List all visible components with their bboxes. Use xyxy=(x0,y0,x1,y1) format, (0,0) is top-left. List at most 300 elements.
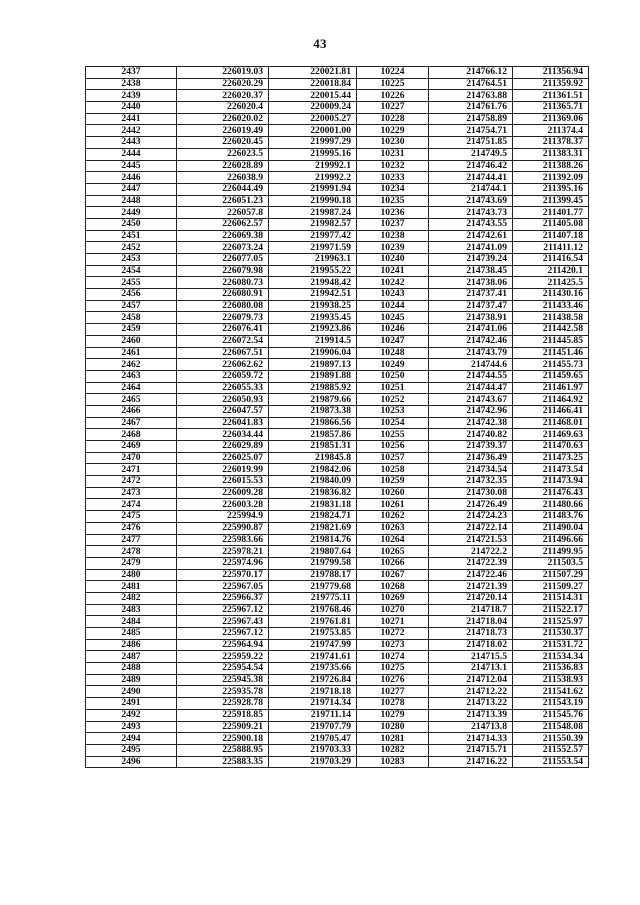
table-cell-point-number-left: 2470 xyxy=(86,452,177,464)
table-cell-point-number-right: 10278 xyxy=(357,698,429,710)
table-cell-coordinate-y-right: 211399.45 xyxy=(513,195,589,207)
table-cell-coordinate-y-right: 211407.18 xyxy=(513,230,589,242)
table-cell-coordinate-x-left: 226003.28 xyxy=(177,499,269,511)
table-cell-coordinate-y-right: 211473.54 xyxy=(513,464,589,476)
table-cell-coordinate-y-right: 211522.17 xyxy=(513,604,589,616)
table-cell-point-number-right: 10245 xyxy=(357,312,429,324)
table-cell-point-number-left: 2437 xyxy=(86,67,177,79)
table-cell-coordinate-y-left: 219840.09 xyxy=(269,476,357,488)
table-cell-coordinate-y-left: 219707.79 xyxy=(269,721,357,733)
table-row xyxy=(86,698,589,710)
table-cell-coordinate-y-left: 219761.81 xyxy=(269,616,357,628)
table-row xyxy=(86,733,589,745)
table-cell-coordinate-y-left: 219703.29 xyxy=(269,756,357,768)
table-row xyxy=(86,487,589,499)
table-row xyxy=(86,546,589,558)
table-cell-coordinate-x-left: 226080.91 xyxy=(177,289,269,301)
table-cell-point-number-left: 2468 xyxy=(86,429,177,441)
table-cell-coordinate-y-right: 211388.26 xyxy=(513,160,589,172)
table-cell-coordinate-y-right: 211442.58 xyxy=(513,324,589,336)
table-cell-coordinate-y-left: 219955.22 xyxy=(269,265,357,277)
table-cell-point-number-right: 10281 xyxy=(357,733,429,745)
table-cell-coordinate-x-right: 214738.91 xyxy=(429,312,513,324)
table-cell-coordinate-y-right: 211473.25 xyxy=(513,452,589,464)
table-cell-point-number-left: 2459 xyxy=(86,324,177,336)
table-cell-point-number-right: 10263 xyxy=(357,522,429,534)
table-cell-point-number-right: 10256 xyxy=(357,441,429,453)
table-cell-point-number-right: 10259 xyxy=(357,476,429,488)
table-cell-point-number-left: 2454 xyxy=(86,265,177,277)
table-cell-point-number-right: 10282 xyxy=(357,744,429,756)
table-cell-coordinate-x-left: 226055.33 xyxy=(177,382,269,394)
table-cell-coordinate-y-left: 219885.92 xyxy=(269,382,357,394)
table-cell-coordinate-y-right: 211548.08 xyxy=(513,721,589,733)
table-cell-coordinate-x-right: 214744.1 xyxy=(429,183,513,195)
table-cell-coordinate-y-left: 220005.27 xyxy=(269,113,357,125)
table-cell-coordinate-y-right: 211538.93 xyxy=(513,674,589,686)
table-row xyxy=(86,476,589,488)
table-cell-point-number-right: 10236 xyxy=(357,207,429,219)
table-cell-coordinate-x-left: 226020.45 xyxy=(177,137,269,149)
table-cell-coordinate-y-right: 211401.77 xyxy=(513,207,589,219)
table-row xyxy=(86,394,589,406)
table-cell-point-number-right: 10232 xyxy=(357,160,429,172)
table-cell-point-number-left: 2455 xyxy=(86,277,177,289)
table-cell-coordinate-x-right: 214722.2 xyxy=(429,546,513,558)
table-cell-coordinate-y-left: 219799.58 xyxy=(269,557,357,569)
table-cell-point-number-right: 10258 xyxy=(357,464,429,476)
table-cell-point-number-left: 2473 xyxy=(86,487,177,499)
table-cell-point-number-right: 10275 xyxy=(357,663,429,675)
table-cell-coordinate-y-right: 211543.19 xyxy=(513,698,589,710)
table-cell-coordinate-x-left: 226044.49 xyxy=(177,183,269,195)
table-cell-coordinate-x-right: 214712.22 xyxy=(429,686,513,698)
table-cell-coordinate-y-left: 219775.11 xyxy=(269,592,357,604)
table-cell-coordinate-y-right: 211473.94 xyxy=(513,476,589,488)
table-cell-point-number-right: 10234 xyxy=(357,183,429,195)
table-cell-coordinate-x-right: 214713.22 xyxy=(429,698,513,710)
table-cell-point-number-right: 10235 xyxy=(357,195,429,207)
table-cell-point-number-right: 10261 xyxy=(357,499,429,511)
table-cell-coordinate-x-right: 214754.71 xyxy=(429,125,513,137)
table-cell-coordinate-x-left: 226020.02 xyxy=(177,113,269,125)
table-cell-coordinate-x-right: 214764.51 xyxy=(429,78,513,90)
table-row xyxy=(86,113,589,125)
table-cell-point-number-right: 10277 xyxy=(357,686,429,698)
table-cell-coordinate-x-right: 214718.7 xyxy=(429,604,513,616)
table-cell-coordinate-x-left: 226015.53 xyxy=(177,476,269,488)
table-cell-coordinate-x-left: 225888.95 xyxy=(177,744,269,756)
table-cell-point-number-left: 2491 xyxy=(86,698,177,710)
table-cell-coordinate-y-right: 211470.63 xyxy=(513,441,589,453)
table-cell-coordinate-y-left: 219779.68 xyxy=(269,581,357,593)
table-cell-point-number-left: 2492 xyxy=(86,709,177,721)
table-cell-point-number-right: 10225 xyxy=(357,78,429,90)
table-row xyxy=(86,686,589,698)
table-cell-point-number-right: 10271 xyxy=(357,616,429,628)
table-cell-point-number-right: 10243 xyxy=(357,289,429,301)
table-row xyxy=(86,183,589,195)
table-cell-coordinate-y-right: 211466.41 xyxy=(513,405,589,417)
table-cell-point-number-left: 2439 xyxy=(86,90,177,102)
table-cell-coordinate-y-left: 219788.17 xyxy=(269,569,357,581)
table-cell-coordinate-x-left: 226069.38 xyxy=(177,230,269,242)
table-row xyxy=(86,628,589,640)
table-cell-point-number-left: 2484 xyxy=(86,616,177,628)
table-cell-coordinate-x-left: 226034.44 xyxy=(177,429,269,441)
table-row xyxy=(86,569,589,581)
table-cell-coordinate-x-right: 214744.47 xyxy=(429,382,513,394)
table-row xyxy=(86,78,589,90)
table-cell-coordinate-x-left: 226077.05 xyxy=(177,254,269,266)
table-cell-coordinate-x-right: 214713.8 xyxy=(429,721,513,733)
table-row xyxy=(86,721,589,733)
table-row xyxy=(86,464,589,476)
table-cell-coordinate-x-left: 226073.24 xyxy=(177,242,269,254)
table-row xyxy=(86,557,589,569)
table-cell-point-number-left: 2471 xyxy=(86,464,177,476)
table-cell-point-number-right: 10280 xyxy=(357,721,429,733)
table-cell-coordinate-y-right: 211433.46 xyxy=(513,300,589,312)
table-cell-point-number-left: 2465 xyxy=(86,394,177,406)
table-cell-point-number-right: 10264 xyxy=(357,534,429,546)
table-cell-coordinate-y-right: 211536.83 xyxy=(513,663,589,675)
table-row xyxy=(86,347,589,359)
table-cell-coordinate-x-left: 225990.87 xyxy=(177,522,269,534)
table-row xyxy=(86,756,589,768)
table-cell-coordinate-x-right: 214720.14 xyxy=(429,592,513,604)
table-cell-coordinate-y-left: 219768.46 xyxy=(269,604,357,616)
table-cell-point-number-left: 2448 xyxy=(86,195,177,207)
table-cell-coordinate-y-left: 220015.44 xyxy=(269,90,357,102)
table-cell-coordinate-x-right: 214758.89 xyxy=(429,113,513,125)
table-cell-coordinate-x-left: 225900.18 xyxy=(177,733,269,745)
table-cell-point-number-right: 10227 xyxy=(357,102,429,114)
table-cell-coordinate-y-right: 211411.12 xyxy=(513,242,589,254)
table-cell-point-number-right: 10257 xyxy=(357,452,429,464)
table-cell-point-number-right: 10248 xyxy=(357,347,429,359)
table-cell-coordinate-y-right: 211395.16 xyxy=(513,183,589,195)
table-cell-coordinate-x-left: 226019.49 xyxy=(177,125,269,137)
table-cell-coordinate-y-left: 220021.81 xyxy=(269,67,357,79)
table-cell-point-number-right: 10238 xyxy=(357,230,429,242)
table-cell-point-number-left: 2478 xyxy=(86,546,177,558)
table-cell-coordinate-x-right: 214730.08 xyxy=(429,487,513,499)
table-cell-coordinate-x-right: 214749.5 xyxy=(429,148,513,160)
table-cell-point-number-left: 2476 xyxy=(86,522,177,534)
table-cell-coordinate-x-left: 225967.43 xyxy=(177,616,269,628)
table-cell-coordinate-x-left: 225966.37 xyxy=(177,592,269,604)
table-cell-coordinate-y-right: 211496.66 xyxy=(513,534,589,546)
table-cell-coordinate-y-right: 211490.04 xyxy=(513,522,589,534)
table-row xyxy=(86,663,589,675)
table-cell-coordinate-x-right: 214713.1 xyxy=(429,663,513,675)
table-cell-point-number-left: 2494 xyxy=(86,733,177,745)
table-row xyxy=(86,604,589,616)
table-row xyxy=(86,218,589,230)
table-cell-point-number-left: 2450 xyxy=(86,218,177,230)
table-cell-coordinate-x-right: 214744.41 xyxy=(429,172,513,184)
table-row xyxy=(86,616,589,628)
table-cell-coordinate-x-right: 214742.61 xyxy=(429,230,513,242)
table-cell-coordinate-x-left: 226020.29 xyxy=(177,78,269,90)
table-cell-point-number-right: 10274 xyxy=(357,651,429,663)
table-cell-coordinate-y-left: 219891.88 xyxy=(269,370,357,382)
table-cell-coordinate-y-left: 219991.94 xyxy=(269,183,357,195)
table-row xyxy=(86,359,589,371)
table-row xyxy=(86,230,589,242)
table-row xyxy=(86,137,589,149)
table-cell-coordinate-x-left: 225935.78 xyxy=(177,686,269,698)
table-cell-coordinate-x-left: 226051.23 xyxy=(177,195,269,207)
table-cell-coordinate-x-right: 214715.71 xyxy=(429,744,513,756)
table-cell-coordinate-x-left: 226080.08 xyxy=(177,300,269,312)
table-cell-coordinate-x-right: 214726.49 xyxy=(429,499,513,511)
table-cell-point-number-right: 10270 xyxy=(357,604,429,616)
table-cell-point-number-right: 10262 xyxy=(357,511,429,523)
table-cell-coordinate-x-left: 225928.78 xyxy=(177,698,269,710)
table-cell-coordinate-x-right: 214736.49 xyxy=(429,452,513,464)
table-cell-point-number-left: 2482 xyxy=(86,592,177,604)
table-cell-coordinate-y-left: 219821.69 xyxy=(269,522,357,534)
table-row xyxy=(86,511,589,523)
table-cell-coordinate-x-left: 226047.57 xyxy=(177,405,269,417)
table-row xyxy=(86,172,589,184)
table-cell-coordinate-x-left: 226028.89 xyxy=(177,160,269,172)
table-cell-coordinate-y-right: 211369.06 xyxy=(513,113,589,125)
table-cell-coordinate-y-right: 211461.97 xyxy=(513,382,589,394)
table-cell-coordinate-y-left: 219842.06 xyxy=(269,464,357,476)
table-cell-coordinate-x-left: 226072.54 xyxy=(177,335,269,347)
table-cell-coordinate-y-right: 211476.43 xyxy=(513,487,589,499)
table-cell-coordinate-x-right: 214737.47 xyxy=(429,300,513,312)
table-cell-point-number-right: 10224 xyxy=(357,67,429,79)
table-cell-coordinate-x-left: 226057.8 xyxy=(177,207,269,219)
table-cell-coordinate-y-right: 211483.76 xyxy=(513,511,589,523)
table-row xyxy=(86,207,589,219)
table-row xyxy=(86,125,589,137)
table-cell-coordinate-x-right: 214739.37 xyxy=(429,441,513,453)
table-cell-point-number-right: 10226 xyxy=(357,90,429,102)
table-cell-coordinate-y-left: 219735.66 xyxy=(269,663,357,675)
table-cell-coordinate-y-right: 211392.09 xyxy=(513,172,589,184)
table-cell-coordinate-y-left: 219938.25 xyxy=(269,300,357,312)
table-cell-coordinate-x-left: 226020.37 xyxy=(177,90,269,102)
table-cell-coordinate-y-right: 211534.34 xyxy=(513,651,589,663)
table-row xyxy=(86,370,589,382)
table-cell-coordinate-y-left: 219997.29 xyxy=(269,137,357,149)
table-cell-coordinate-y-left: 219982.57 xyxy=(269,218,357,230)
table-cell-point-number-left: 2487 xyxy=(86,651,177,663)
table-cell-coordinate-x-left: 225967.12 xyxy=(177,628,269,640)
table-cell-coordinate-x-right: 214742.46 xyxy=(429,335,513,347)
table-cell-point-number-left: 2485 xyxy=(86,628,177,640)
table-cell-coordinate-y-right: 211514.31 xyxy=(513,592,589,604)
table-cell-coordinate-y-left: 219824.71 xyxy=(269,511,357,523)
table-cell-point-number-right: 10283 xyxy=(357,756,429,768)
table-row xyxy=(86,674,589,686)
table-cell-point-number-left: 2472 xyxy=(86,476,177,488)
table-cell-coordinate-x-right: 214738.45 xyxy=(429,265,513,277)
table-cell-point-number-left: 2453 xyxy=(86,254,177,266)
table-cell-coordinate-x-right: 214741.06 xyxy=(429,324,513,336)
table-cell-point-number-left: 2467 xyxy=(86,417,177,429)
table-cell-coordinate-y-left: 219831.18 xyxy=(269,499,357,511)
coordinates-table-body xyxy=(86,67,589,768)
table-cell-coordinate-x-left: 226059.72 xyxy=(177,370,269,382)
table-cell-point-number-right: 10231 xyxy=(357,148,429,160)
table-cell-point-number-right: 10233 xyxy=(357,172,429,184)
table-cell-coordinate-x-right: 214739.24 xyxy=(429,254,513,266)
table-row xyxy=(86,499,589,511)
table-cell-coordinate-y-left: 219942.51 xyxy=(269,289,357,301)
table-cell-coordinate-y-left: 219726.84 xyxy=(269,674,357,686)
table-cell-coordinate-y-left: 219971.59 xyxy=(269,242,357,254)
table-row xyxy=(86,522,589,534)
table-row xyxy=(86,160,589,172)
table-cell-coordinate-x-left: 226080.73 xyxy=(177,277,269,289)
table-cell-point-number-right: 10269 xyxy=(357,592,429,604)
table-cell-coordinate-x-left: 225983.66 xyxy=(177,534,269,546)
table-cell-coordinate-y-right: 211531.72 xyxy=(513,639,589,651)
table-cell-coordinate-y-right: 211383.31 xyxy=(513,148,589,160)
table-cell-coordinate-y-left: 219814.76 xyxy=(269,534,357,546)
table-cell-coordinate-x-right: 214737.41 xyxy=(429,289,513,301)
table-row xyxy=(86,709,589,721)
table-cell-coordinate-x-left: 225967.05 xyxy=(177,581,269,593)
table-cell-coordinate-y-right: 211378.37 xyxy=(513,137,589,149)
table-cell-coordinate-x-right: 214746.42 xyxy=(429,160,513,172)
table-row xyxy=(86,324,589,336)
table-cell-point-number-left: 2466 xyxy=(86,405,177,417)
table-row xyxy=(86,289,589,301)
table-cell-coordinate-x-right: 214763.88 xyxy=(429,90,513,102)
table-cell-point-number-right: 10266 xyxy=(357,557,429,569)
table-cell-coordinate-x-right: 214743.67 xyxy=(429,394,513,406)
table-cell-coordinate-y-left: 219851.31 xyxy=(269,441,357,453)
table-row xyxy=(86,102,589,114)
table-cell-coordinate-x-left: 225918.85 xyxy=(177,709,269,721)
table-cell-coordinate-x-right: 214721.39 xyxy=(429,581,513,593)
table-row xyxy=(86,90,589,102)
table-cell-coordinate-x-right: 214716.22 xyxy=(429,756,513,768)
table-cell-point-number-left: 2486 xyxy=(86,639,177,651)
table-cell-point-number-left: 2464 xyxy=(86,382,177,394)
table-cell-coordinate-y-left: 219977.42 xyxy=(269,230,357,242)
table-cell-coordinate-x-left: 225974.96 xyxy=(177,557,269,569)
table-cell-coordinate-y-right: 211541.62 xyxy=(513,686,589,698)
table-cell-coordinate-y-left: 219873.38 xyxy=(269,405,357,417)
table-cell-coordinate-y-right: 211480.66 xyxy=(513,499,589,511)
table-cell-point-number-left: 2496 xyxy=(86,756,177,768)
table-cell-coordinate-y-right: 211545.76 xyxy=(513,709,589,721)
table-cell-point-number-left: 2445 xyxy=(86,160,177,172)
table-cell-coordinate-x-right: 214743.79 xyxy=(429,347,513,359)
table-cell-point-number-left: 2456 xyxy=(86,289,177,301)
table-cell-coordinate-x-left: 226019.99 xyxy=(177,464,269,476)
table-cell-coordinate-y-left: 219747.99 xyxy=(269,639,357,651)
table-cell-coordinate-x-right: 214742.38 xyxy=(429,417,513,429)
table-cell-coordinate-x-right: 214718.04 xyxy=(429,616,513,628)
table-cell-coordinate-y-right: 211459.65 xyxy=(513,370,589,382)
table-cell-coordinate-y-left: 219703.33 xyxy=(269,744,357,756)
table-cell-coordinate-x-left: 226062.57 xyxy=(177,218,269,230)
table-cell-point-number-right: 10276 xyxy=(357,674,429,686)
table-cell-point-number-left: 2446 xyxy=(86,172,177,184)
table-cell-coordinate-x-right: 214722.46 xyxy=(429,569,513,581)
table-cell-coordinate-y-left: 219914.5 xyxy=(269,335,357,347)
table-cell-coordinate-y-left: 220001.00 xyxy=(269,125,357,137)
table-cell-point-number-left: 2449 xyxy=(86,207,177,219)
table-cell-coordinate-x-left: 226067.51 xyxy=(177,347,269,359)
table-row xyxy=(86,195,589,207)
table-cell-point-number-left: 2444 xyxy=(86,148,177,160)
table-cell-coordinate-y-left: 219714.34 xyxy=(269,698,357,710)
table-cell-coordinate-y-right: 211359.92 xyxy=(513,78,589,90)
table-cell-coordinate-y-right: 211455.73 xyxy=(513,359,589,371)
table-cell-point-number-right: 10244 xyxy=(357,300,429,312)
table-row xyxy=(86,242,589,254)
table-cell-coordinate-y-left: 219923.86 xyxy=(269,324,357,336)
table-cell-point-number-right: 10250 xyxy=(357,370,429,382)
table-cell-coordinate-x-left: 226062.62 xyxy=(177,359,269,371)
table-cell-coordinate-x-left: 226025.07 xyxy=(177,452,269,464)
table-cell-point-number-right: 10230 xyxy=(357,137,429,149)
table-cell-point-number-right: 10252 xyxy=(357,394,429,406)
table-row xyxy=(86,417,589,429)
table-cell-coordinate-x-left: 225994.9 xyxy=(177,511,269,523)
table-cell-point-number-right: 10249 xyxy=(357,359,429,371)
table-cell-coordinate-x-right: 214718.73 xyxy=(429,628,513,640)
table-cell-point-number-right: 10268 xyxy=(357,581,429,593)
table-row xyxy=(86,452,589,464)
table-cell-coordinate-y-right: 211365.71 xyxy=(513,102,589,114)
table-cell-coordinate-x-right: 214715.5 xyxy=(429,651,513,663)
table-cell-point-number-right: 10239 xyxy=(357,242,429,254)
table-cell-point-number-left: 2457 xyxy=(86,300,177,312)
table-cell-coordinate-y-right: 211405.08 xyxy=(513,218,589,230)
table-cell-coordinate-x-right: 214714.33 xyxy=(429,733,513,745)
table-cell-coordinate-x-right: 214751.85 xyxy=(429,137,513,149)
table-cell-point-number-left: 2490 xyxy=(86,686,177,698)
table-cell-coordinate-x-left: 225978.21 xyxy=(177,546,269,558)
table-cell-coordinate-x-left: 226020.4 xyxy=(177,102,269,114)
table-cell-coordinate-y-right: 211552.57 xyxy=(513,744,589,756)
table-cell-coordinate-x-right: 214743.69 xyxy=(429,195,513,207)
table-row xyxy=(86,534,589,546)
table-cell-coordinate-x-right: 214742.96 xyxy=(429,405,513,417)
table-row xyxy=(86,429,589,441)
table-cell-coordinate-y-right: 211509.27 xyxy=(513,581,589,593)
table-cell-coordinate-y-right: 211468.01 xyxy=(513,417,589,429)
table-row xyxy=(86,405,589,417)
table-row xyxy=(86,254,589,266)
table-cell-point-number-left: 2474 xyxy=(86,499,177,511)
table-row xyxy=(86,265,589,277)
table-cell-coordinate-y-left: 219866.56 xyxy=(269,417,357,429)
table-cell-point-number-left: 2461 xyxy=(86,347,177,359)
table-cell-coordinate-x-right: 214722.39 xyxy=(429,557,513,569)
table-cell-coordinate-y-left: 219906.04 xyxy=(269,347,357,359)
table-row xyxy=(86,651,589,663)
table-cell-coordinate-x-left: 226019.03 xyxy=(177,67,269,79)
table-cell-coordinate-x-left: 225909.21 xyxy=(177,721,269,733)
table-cell-point-number-left: 2479 xyxy=(86,557,177,569)
table-cell-coordinate-x-right: 214718.02 xyxy=(429,639,513,651)
table-cell-coordinate-x-left: 225967.12 xyxy=(177,604,269,616)
table-cell-coordinate-y-left: 219992.1 xyxy=(269,160,357,172)
table-cell-point-number-left: 2452 xyxy=(86,242,177,254)
